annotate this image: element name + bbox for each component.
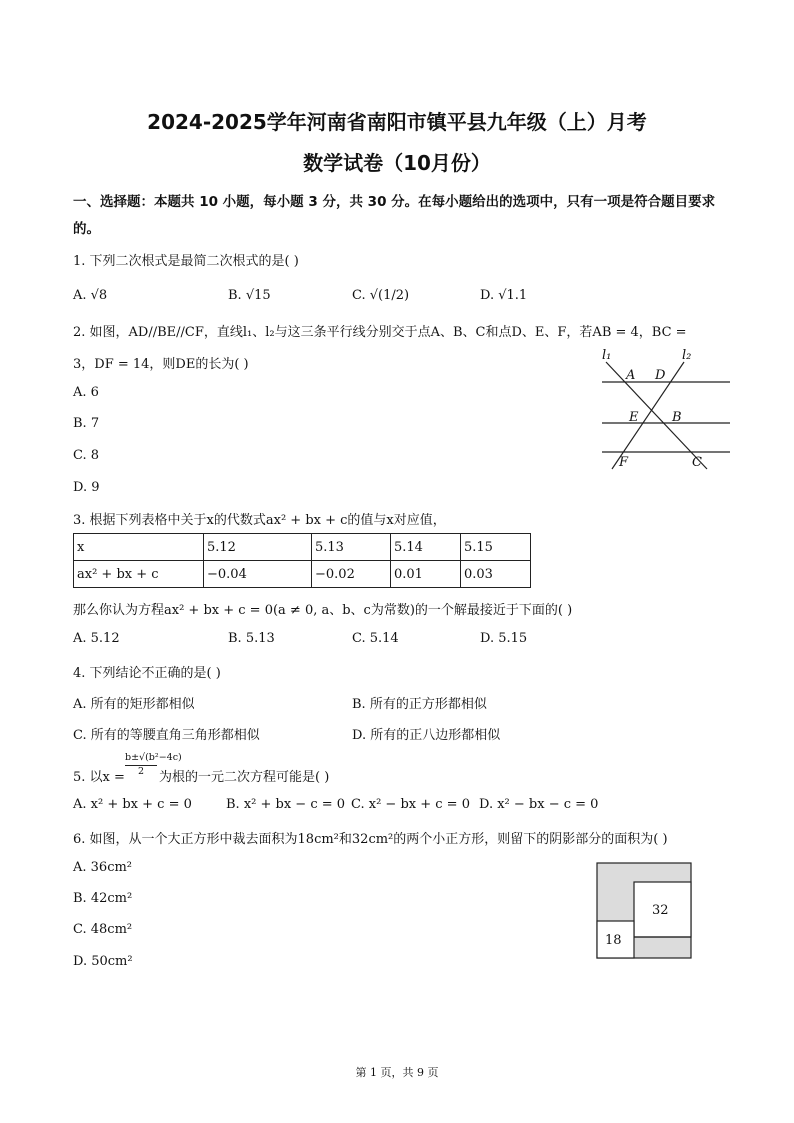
squares-figure — [596, 860, 692, 960]
q5-option-a: A. x² + bx + c = 0 — [73, 797, 192, 812]
q3-option-c: C. 5.14 — [352, 631, 399, 646]
table-cell: ax² + bx + c — [74, 561, 204, 588]
q2-option-a: A. 6 — [73, 385, 99, 400]
q1-option-a: A. √8 — [73, 288, 108, 303]
q3-option-a: A. 5.12 — [73, 631, 120, 646]
q3-stem-2: 那么你认为方程ax² + bx + c = 0(a ≠ 0, a、b、c为常数)的一个解最接近于下面的( ) — [73, 603, 573, 618]
q3-option-b: B. 5.13 — [228, 631, 275, 646]
fraction-numerator: b±√(b²−4c) — [125, 752, 157, 766]
page-footer: 第 1 页，共 9 页 — [355, 1066, 439, 1079]
q2-stem-line-2: 3，DF = 14，则DE的长为( ) — [73, 357, 249, 372]
q3-value-table — [73, 533, 531, 588]
q4-option-d: D. 所有的正八边形都相似 — [352, 728, 501, 743]
title-line-2: 数学试卷（10月份） — [303, 151, 491, 175]
q5-option-d: D. x² − bx − c = 0 — [479, 797, 599, 812]
table-cell: 0.03 — [461, 561, 531, 588]
table-cell: 0.01 — [391, 561, 461, 588]
label-18: 18 — [605, 933, 622, 948]
table-cell: 5.13 — [312, 534, 391, 561]
q6-option-c: C. 48cm² — [73, 922, 133, 937]
table-cell: −0.04 — [204, 561, 312, 588]
parallel-lines-figure — [598, 345, 734, 475]
table-row — [74, 561, 531, 588]
label-f: F — [619, 455, 629, 470]
section-1-heading-cont: 的。 — [73, 221, 100, 237]
q4-stem: 4. 下列结论不正确的是( ) — [73, 666, 221, 681]
q5-stem-pre: 5. 以x = — [73, 770, 125, 785]
q5-stem-post: 为根的一元二次方程可能是( ) — [159, 770, 330, 785]
q4-option-a: A. 所有的矩形都相似 — [73, 697, 195, 712]
label-b: B — [672, 410, 682, 425]
q3-option-d: D. 5.15 — [480, 631, 528, 646]
q6-option-a: A. 36cm² — [73, 860, 133, 875]
q3-stem: 3. 根据下列表格中关于x的代数式ax² + bx + c的值与x对应值， — [73, 513, 446, 528]
q6-stem: 6. 如图，从一个大正方形中裁去面积为18cm²和32cm²的两个小正方形，则留下的阴影部分的面积为( ) — [73, 832, 668, 847]
q2-option-c: C. 8 — [73, 448, 100, 463]
q4-option-c: C. 所有的等腰直角三角形都相似 — [73, 728, 260, 743]
table-cell: −0.02 — [312, 561, 391, 588]
q4-option-b: B. 所有的正方形都相似 — [352, 697, 487, 712]
q1-option-c: C. √(1/2) — [352, 288, 410, 303]
label-e: E — [629, 410, 639, 425]
table-row — [74, 534, 531, 561]
table-cell: 5.15 — [461, 534, 531, 561]
q6-option-b: B. 42cm² — [73, 891, 133, 906]
label-l1: l₁ — [602, 348, 612, 363]
label-a: A — [626, 368, 636, 383]
q1-stem: 1. 下列二次根式是最简二次根式的是( ) — [73, 254, 299, 269]
table-cell: 5.12 — [204, 534, 312, 561]
fraction-denominator: 2 — [137, 766, 145, 777]
q5-option-b: B. x² + bx − c = 0 — [226, 797, 346, 812]
label-d: D — [655, 368, 666, 383]
q6-option-d: D. 50cm² — [73, 954, 133, 969]
q2-option-d: D. 9 — [73, 480, 100, 495]
label-c: C — [692, 455, 702, 470]
table-cell: x — [74, 534, 204, 561]
q5-root-fraction — [125, 752, 182, 778]
label-l2: l₂ — [682, 348, 692, 363]
q2-stem-line-1: 2. 如图，AD//BE//CF，直线l₁、l₂与这三条平行线分别交于点A、B、C和点D、E、F，若AB = 4，BC = — [73, 325, 687, 340]
q1-option-b: B. √15 — [228, 288, 271, 303]
q5-option-c: C. x² − bx + c = 0 — [351, 797, 470, 812]
label-32: 32 — [652, 903, 669, 918]
section-1-heading: 一、选择题：本题共 10 小题，每小题 3 分，共 30 分。在每小题给出的选项中，只有一项是符合题目要求 — [73, 194, 716, 210]
q2-option-b: B. 7 — [73, 416, 100, 431]
q1-option-d: D. √1.1 — [480, 288, 528, 303]
title-line-1: 2024-2025学年河南省南阳市镇平县九年级（上）月考 — [147, 110, 647, 134]
table-cell: 5.14 — [391, 534, 461, 561]
